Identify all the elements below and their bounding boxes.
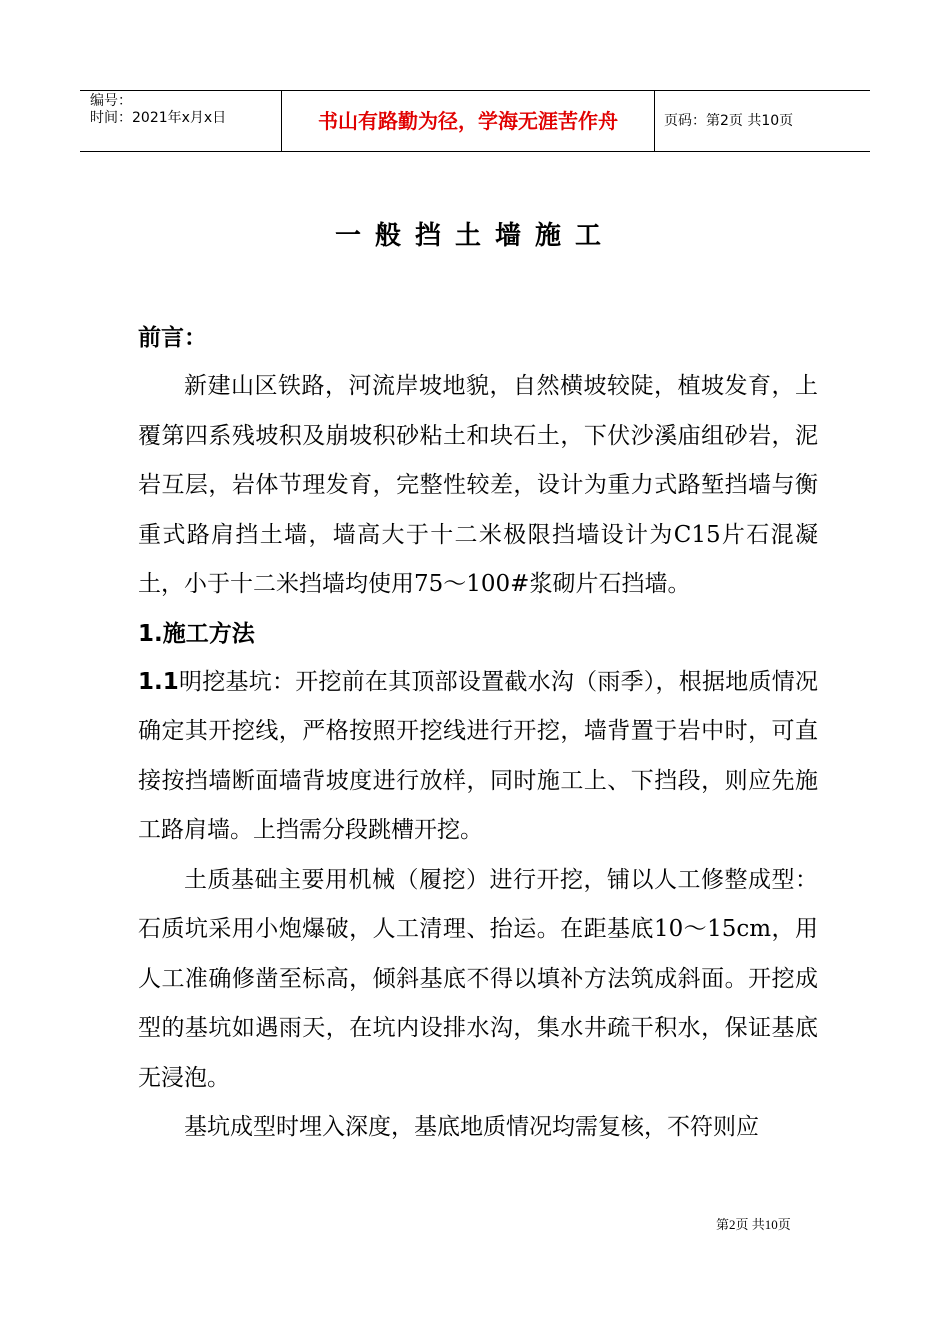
time-label: 时间：2021年x月x日 [90,110,227,126]
body-paragraph: 基坑成型时埋入深度，基底地质情况均需复核，不符则应 [184,1114,759,1140]
number-label: 编号： [90,93,132,109]
page-footer: 第2页 共10页 [716,1217,791,1232]
header-motto: 书山有路勤为径，学海无涯苦作舟 [318,109,618,133]
method-heading: 1.施工方法 [138,620,255,647]
subsection-text: 明挖基坑：开挖前在其顶部设置截水沟（雨季），根据地质情况确定其开挖线，严格按照开挖线进行开挖，墙背置于岩中时，可直接按挡墙断面墙背坡度进行放样，同时施工上、下挡段，则应先施工路肩墙。上挡需分段跳槽开挖。 [138,668,818,843]
document-title: 一般挡土墙施工 [334,221,615,251]
header-meta [90,93,226,127]
body-paragraph: 土质基础主要用机械（履挖）进行开挖，铺以人工修整成型：石质坑采用小炮爆破，人工清理、抬运。在距基底10～15cm，用人工准确修凿至标高，倾斜基底不得以填补方法筑成斜面。开挖成型的基坑如遇雨天，在坑内设排水沟，集水井疏干积水，保证基底无浸泡。 [138,866,818,1091]
preface-heading: 前言： [138,325,207,351]
preface-paragraph: 新建山区铁路，河流岸坡地貌，自然横坡较陡，植坡发育，上覆第四系残坡积及崩坡积砂粘土和块石土，下伏沙溪庙组砂岩，泥岩互层，岩体节理发育，完整性较差，设计为重力式路堑挡墙与衡重式路肩挡土墙，墙高大于十二米极限挡墙设计为C15片石混凝土，小于十二米挡墙均使用75～100#浆砌片石挡墙。 [138,373,818,597]
header-table [80,90,870,152]
document-body [138,314,818,1153]
subsection-number: 1.1 [138,668,179,695]
header-page-info: 页码：第2页 共10页 [664,113,794,129]
header-divider [654,91,655,151]
subsection-paragraph [138,658,818,856]
